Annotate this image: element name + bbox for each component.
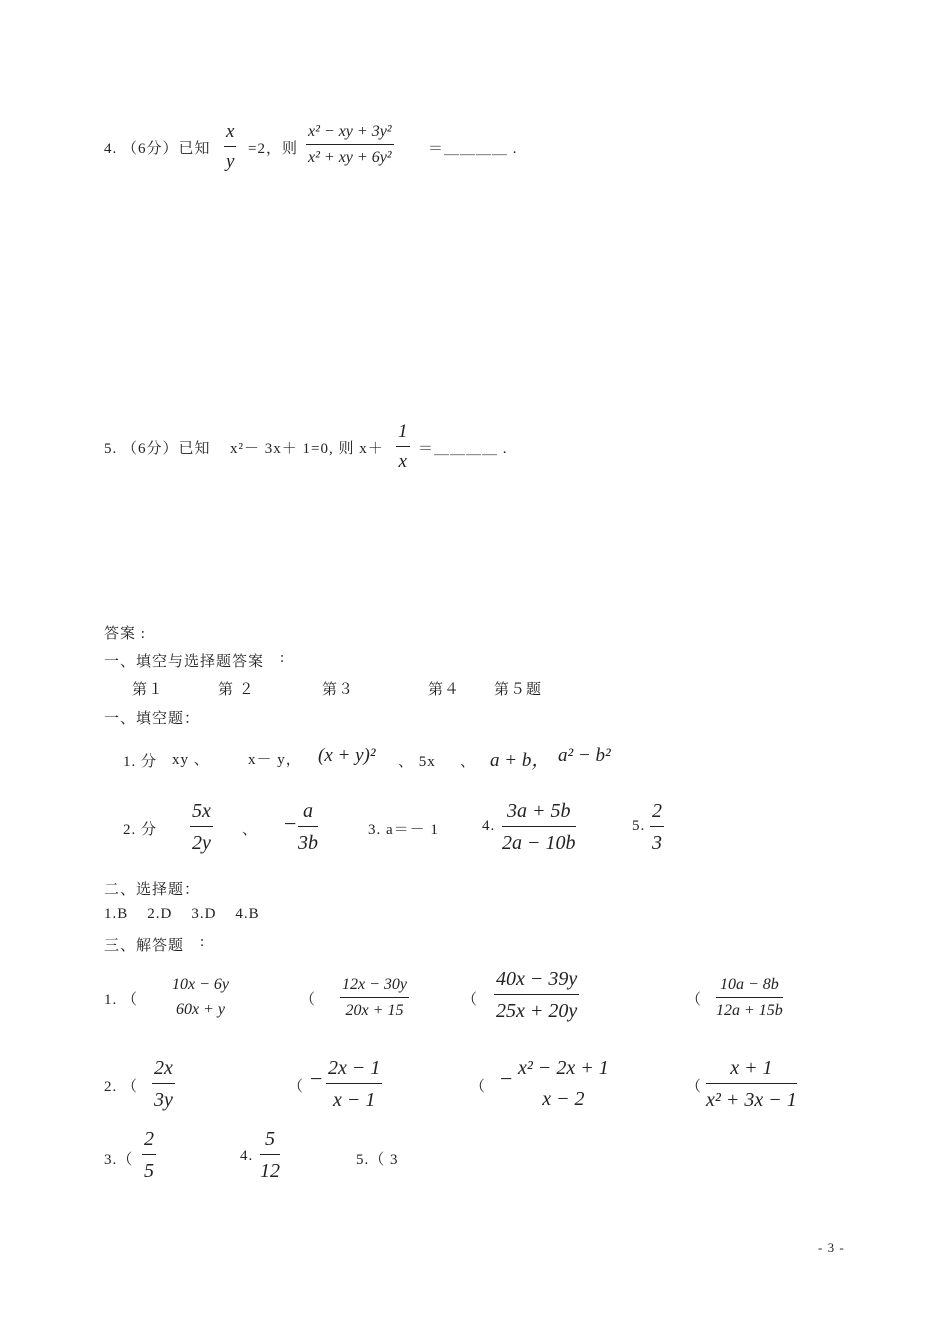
s1-l2-q4-lead: 4. xyxy=(482,818,496,834)
s1-l1-d: 、 5x xyxy=(398,754,436,770)
s3-l2-f4-num: x + 1 xyxy=(706,1055,797,1084)
q4-suffix: ＝＿＿＿＿ . xyxy=(428,141,518,157)
q4-equals: =2，则 xyxy=(248,141,298,157)
q4-x-over-y-denominator: y xyxy=(226,151,235,172)
s3-l2-sep2: （ xyxy=(470,1079,487,1095)
s3-l2-f3-num: x² − 2x + 1 xyxy=(518,1057,609,1079)
s1-l2-fraction-2 xyxy=(298,798,318,856)
s3-l1-f1-num: 10x − 6y xyxy=(172,976,229,993)
s3-l1-f1-den: 60x + y xyxy=(176,1001,225,1018)
section-choice-heading: 二、选择题： xyxy=(104,882,201,898)
section-choice-answers: 1.B 2.D 3.D 4.B xyxy=(104,906,260,922)
s1-l1-f: a + b， xyxy=(490,750,551,771)
s3-l1-f4-den: 12a + 15b xyxy=(716,1002,783,1019)
s3-l1-lead: 1. （ xyxy=(104,992,139,1008)
row-label-3: 第３ xyxy=(322,682,355,698)
s3-l3-f2-den: 12 xyxy=(260,1160,280,1182)
s3-l3-lead: 3.（ xyxy=(104,1152,134,1168)
s3-l2-fraction-1 xyxy=(152,1055,175,1113)
page-number: - 3 - xyxy=(818,1240,845,1255)
s3-l2-sep3: （ xyxy=(686,1079,703,1095)
s3-l1-fraction-1 xyxy=(170,975,231,1020)
s3-l1-fraction-2 xyxy=(340,975,409,1021)
s1-l2-f1-den: 2y xyxy=(192,832,211,854)
s1-l2-f1-num: 5x xyxy=(190,798,213,827)
s1-l1-c: (x + y)² xyxy=(318,745,376,766)
s3-l2-lead: 2. （ xyxy=(104,1079,139,1095)
s1-l2-q3: 3. a＝－ 1 xyxy=(368,822,439,838)
section-solve-colon: : xyxy=(200,934,206,950)
section-fill-heading: 一、填空题： xyxy=(104,711,201,727)
s3-l1-f2-den: 20x + 15 xyxy=(345,1002,404,1019)
row-label-4: 第４ xyxy=(428,682,461,698)
s3-l3-f1-num: 2 xyxy=(142,1126,156,1155)
s3-l1-fraction-4 xyxy=(716,975,783,1021)
row-label-1: 第１ xyxy=(132,682,165,698)
s3-l1-f3-num: 40x − 39y xyxy=(494,966,579,995)
answers-heading: 答案 : xyxy=(104,626,146,642)
s1-l2-sep: 、 xyxy=(242,822,259,838)
q5-suffix: ＝＿＿＿＿ . xyxy=(418,441,508,457)
s1-l2-f2-num: a xyxy=(298,798,318,827)
s1-l1-b: x－ y， xyxy=(248,752,302,768)
q5-condition: x²－ 3x＋ 1=0, 则 x＋ xyxy=(230,441,384,457)
q5-fraction-denominator: x xyxy=(398,451,407,472)
section-solve-heading: 三、解答题 xyxy=(104,938,185,954)
q4-x-over-y-fraction xyxy=(224,120,236,174)
s1-l2-minus: − xyxy=(284,811,297,836)
row-label-5: 第５题 xyxy=(494,682,543,698)
q4-expression-numerator: x² − xy + 3y² xyxy=(306,122,394,145)
s3-l3-f1-den: 5 xyxy=(144,1160,154,1182)
s3-l3-f2-num: 5 xyxy=(260,1126,280,1155)
s1-l2-fraction-1 xyxy=(190,798,213,856)
s3-l1-f3-den: 25x + 20y xyxy=(496,1000,578,1022)
q5-prefix: 5. （6分）已知 xyxy=(104,441,211,457)
s1-l2-fraction-3 xyxy=(502,798,576,856)
s3-l2-f2-num: 2x − 1 xyxy=(326,1055,382,1084)
s3-l3-q5: 5.（ 3 xyxy=(356,1152,399,1168)
s1-l2-f2-den: 3b xyxy=(298,832,318,854)
q5-fraction-numerator: 1 xyxy=(396,420,410,447)
s3-l2-fraction-4 xyxy=(706,1055,797,1113)
s1-l2-f4-num: 2 xyxy=(650,798,664,827)
answers-rules-line: 一、填空与选择题答案 xyxy=(104,654,265,670)
s1-l2-lead: 2. 分 xyxy=(123,822,158,838)
s3-l2-f2-den: x − 1 xyxy=(333,1089,376,1111)
q5-fraction xyxy=(396,420,410,474)
s3-l2-f1-num: 2x xyxy=(152,1055,175,1084)
s3-l1-f2-num: 12x − 30y xyxy=(340,975,409,998)
s3-l2-fraction-2 xyxy=(326,1055,382,1113)
s3-l1-fraction-3 xyxy=(494,966,579,1024)
s3-l2-fraction-3 xyxy=(516,1055,611,1112)
s1-l2-f4-den: 3 xyxy=(652,832,662,854)
answers-rules-colon: : xyxy=(280,650,286,666)
s1-l2-f3-den: 2a − 10b xyxy=(502,832,576,854)
s1-l1-a: xy 、 xyxy=(172,752,210,768)
s3-l2-f3-den: x − 2 xyxy=(542,1088,585,1110)
s3-l2-f1-den: 3y xyxy=(154,1089,173,1111)
s1-l2-fraction-4 xyxy=(650,798,664,856)
s3-l2-f4-den: x² + 3x − 1 xyxy=(706,1089,797,1111)
q4-x-over-y-numerator: x xyxy=(224,120,236,147)
s3-l1-sep2: （ xyxy=(462,992,479,1008)
s3-l1-sep3: （ xyxy=(686,992,703,1008)
s3-l3-q4-lead: 4. xyxy=(240,1148,254,1164)
s1-l1-lead: 1. 分 xyxy=(123,754,158,770)
s3-l1-f4-num: 10a − 8b xyxy=(716,975,783,998)
s3-l2-minus-2: − xyxy=(500,1066,513,1091)
s3-l3-fraction-2 xyxy=(260,1126,280,1184)
s1-l1-g: a² − b² xyxy=(558,745,611,766)
s3-l2-minus-1: − xyxy=(310,1066,323,1091)
s1-l2-q5-lead: 5. xyxy=(632,818,646,834)
s1-l1-e: 、 xyxy=(460,754,477,770)
s3-l1-sep1: （ xyxy=(300,992,317,1008)
q4-expression-fraction xyxy=(306,122,394,168)
s1-l2-f3-num: 3a + 5b xyxy=(502,798,576,827)
q4-prefix: 4. （6分）已知 xyxy=(104,141,211,157)
row-label-2: 第 ２ xyxy=(218,682,255,698)
s3-l3-fraction-1 xyxy=(142,1126,156,1184)
s3-l2-sep1: （ xyxy=(288,1079,305,1095)
q4-expression-denominator: x² + xy + 6y² xyxy=(308,149,392,166)
